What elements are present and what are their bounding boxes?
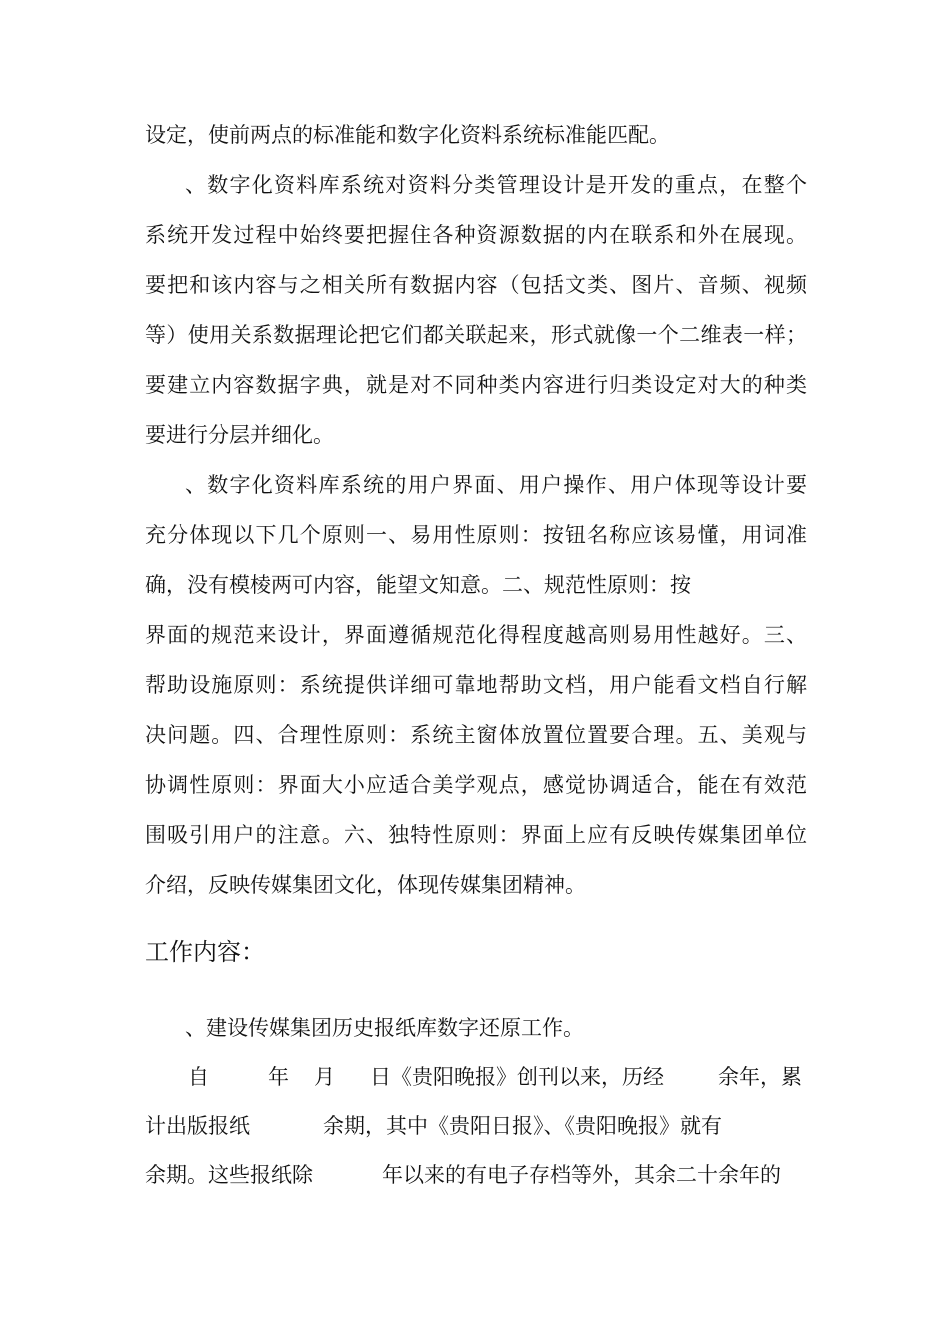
text-segment: 计出版报纸 [145,1114,250,1138]
paragraph-line: 充分体现以下几个原则一、易用性原则：按钮名称应该易懂，用词准 [145,523,807,547]
text-segment: 日《贵阳晚报》创刊以来，历经 [370,1065,664,1089]
paragraph-line: 界面的规范来设计，界面遵循规范化得程度越高则易用性越好。三、 [145,623,807,647]
text-segment: 年以来的有电子存档等外，其余二十余年的 [382,1163,781,1187]
paragraph-line: 、建设传媒集团历史报纸库数字还原工作。 [185,1016,584,1040]
paragraph-line: 帮助设施原则：系统提供详细可靠地帮助文档，用户能看文档自行解 [145,673,807,697]
text-segment: 余期。这些报纸除 [145,1163,313,1187]
paragraph-line: 等）使用关系数据理论把它们都关联起来，形式就像一个二维表一样； [145,323,807,347]
paragraph-line: 、数字化资料库系统的用户界面、用户操作、用户体现等设计要 [185,473,807,497]
text-segment: 余年，累 [718,1065,802,1089]
paragraph-line: 协调性原则：界面大小应适合美学观点，感觉协调适合，能在有效范 [145,773,807,797]
paragraph-line: 设定，使前两点的标准能和数字化资料系统标准能匹配。 [145,123,670,147]
paragraph-line: 要建立内容数据字典，就是对不同种类内容进行归类设定对大的种类 [145,373,807,397]
paragraph-line: 确，没有模棱两可内容，能望文知意。二、规范性原则：按 [145,573,691,597]
paragraph-line: 介绍，反映传媒集团文化，体现传媒集团精神。 [145,873,586,897]
text-segment: 月 [314,1065,335,1089]
paragraph-line: 要进行分层并细化。 [145,423,334,447]
paragraph-line: 、数字化资料库系统对资料分类管理设计是开发的重点，在整个 [185,173,807,197]
text-segment: 自 [188,1065,209,1089]
paragraph-line: 围吸引用户的注意。六、独特性原则：界面上应有反映传媒集团单位 [145,823,807,847]
text-segment: 余期，其中《贵阳日报》、《贵阳晚报》就有 [323,1114,722,1138]
section-heading: 工作内容： [145,938,265,966]
text-segment: 年 [268,1065,289,1089]
paragraph-line: 要把和该内容与之相关所有数据内容（包括文类、图片、音频、视频 [145,273,807,297]
paragraph-line: 决问题。四、合理性原则：系统主窗体放置位置要合理。五、美观与 [145,723,807,747]
paragraph-line: 系统开发过程中始终要把握住各种资源数据的内在联系和外在展现。 [145,223,807,247]
